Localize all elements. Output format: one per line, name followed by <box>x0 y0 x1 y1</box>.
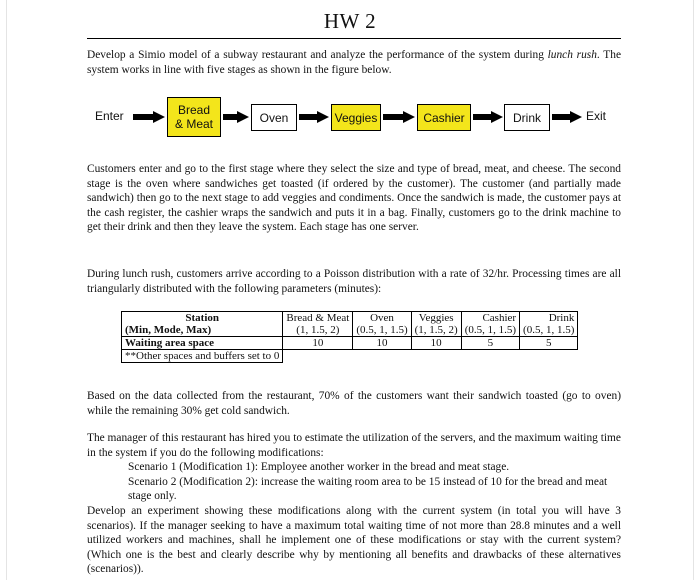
table-header-cell: Drink <box>520 312 578 325</box>
stage-veggies-label: Veggies <box>334 110 378 125</box>
table-cell: 10 <box>283 337 353 350</box>
table-note: **Other spaces and buffers set to 0 <box>122 350 283 363</box>
table-header-cell: Oven <box>353 312 411 325</box>
arrow-icon <box>299 111 329 123</box>
table-row-label: Waiting area space <box>122 337 283 350</box>
arrow-icon <box>133 111 165 123</box>
parameters-table <box>121 311 578 363</box>
table-cell: 10 <box>411 337 461 350</box>
table-cell: (1, 1.5, 2) <box>411 324 461 337</box>
table-header-cell: Cashier <box>461 312 519 325</box>
stage-cashier-label: Cashier <box>423 110 465 125</box>
stage-bread-meat-line2: & Meat <box>174 117 213 131</box>
scenario-1: Scenario 1 (Modification 1): Employee another worker in the bread and meat stage. <box>128 461 510 474</box>
table-cell: (0.5, 1, 1.5) <box>353 324 411 337</box>
document-page <box>6 0 694 580</box>
stage-drink-label: Drink <box>512 110 541 125</box>
arrow-icon <box>383 111 415 123</box>
stage-oven-label: Oven <box>259 110 289 125</box>
title-rule <box>87 38 621 39</box>
flow-diagram <box>87 95 627 140</box>
table-cell: (1, 1.5, 2) <box>283 324 353 337</box>
intro-text-1: Develop a Simio model of a subway restaurant and analyze the performance of the system during <box>87 49 548 61</box>
manager-section <box>87 431 621 577</box>
lunch-rush-paragraph: During lunch rush, customers arrive according to a Poisson distribution with a rate of 32/hr. Processing times are all triangularly distributed with the following parameters (minutes): <box>87 268 621 295</box>
table-cell: 5 <box>461 337 519 350</box>
table-header-cell: Station <box>122 312 283 325</box>
intro-paragraph <box>87 48 621 77</box>
table-header-row <box>122 312 578 325</box>
table-header-cell: Veggies <box>411 312 461 325</box>
flow-exit-label: Exit <box>586 109 607 123</box>
stage-cashier <box>417 104 471 131</box>
intro-text-3: . The system works in line with five stages as shown in the figure below. <box>87 49 621 76</box>
table-header-cell: Bread & Meat <box>283 312 353 325</box>
arrow-icon <box>473 111 503 123</box>
table-cell: 5 <box>520 337 578 350</box>
scenario-2: Scenario 2 (Modification 2): increase the waiting room area to be 15 instead of 10 for the bread and meat stage only. <box>128 475 608 503</box>
experiment-question: Develop an experiment showing these modifications along with the current system (in total you will have 3 scenarios). If the manager seeking to have a maximum total waiting time of not more than 28.8 minutes and a well utilized workers and machines, shall he implement one of these modifications or stay with the current system? (Which one is the best and clearly describe why by mentioning all benefits and drawbacks of these alternatives (scenarios)). <box>87 504 621 576</box>
page-title: HW 2 <box>323 9 377 33</box>
stage-oven <box>251 104 297 131</box>
table-note-row <box>122 350 578 363</box>
stage-bread-meat-line1: Bread <box>177 103 210 117</box>
arrow-icon <box>552 111 582 123</box>
stage-drink <box>504 104 550 131</box>
manager-intro: The manager of this restaurant has hired you to estimate the utilization of the servers, and the maximum waiting time in the system if you do the following modifications: <box>87 432 621 459</box>
stage-bread-meat <box>167 97 221 137</box>
arrow-icon <box>223 111 249 123</box>
table-row <box>122 337 578 350</box>
process-paragraph: Customers enter and go to the first stage where they select the size and type of bread, meat, and cheese. The second stage is the oven where sandwiches get toasted (if ordered by the customer). The customer (and partially made sandwich) then go to the next stage to add veggies and condiments. Once the sandwich is made, the customer pays at the cash register, the cashier wraps the sandwich and puts it in a bag. Finally, customers go to the drink machine to get their drink and then they leave the system. Each stage has one server. <box>87 163 621 234</box>
stage-veggies <box>331 104 381 131</box>
table-cell: (0.5, 1, 1.5) <box>520 324 578 337</box>
table-cell: (0.5, 1, 1.5) <box>461 324 519 337</box>
table-row-label: (Min, Mode, Max) <box>122 324 283 337</box>
table-cell: 10 <box>353 337 411 350</box>
intro-italic: lunch rush <box>547 49 597 61</box>
table-row <box>122 324 578 337</box>
flow-enter-label: Enter <box>95 109 124 123</box>
toast-paragraph: Based on the data collected from the restaurant, 70% of the customers want their sandwich toasted (go to oven) while the remaining 30% get cold sandwich. <box>87 390 621 417</box>
